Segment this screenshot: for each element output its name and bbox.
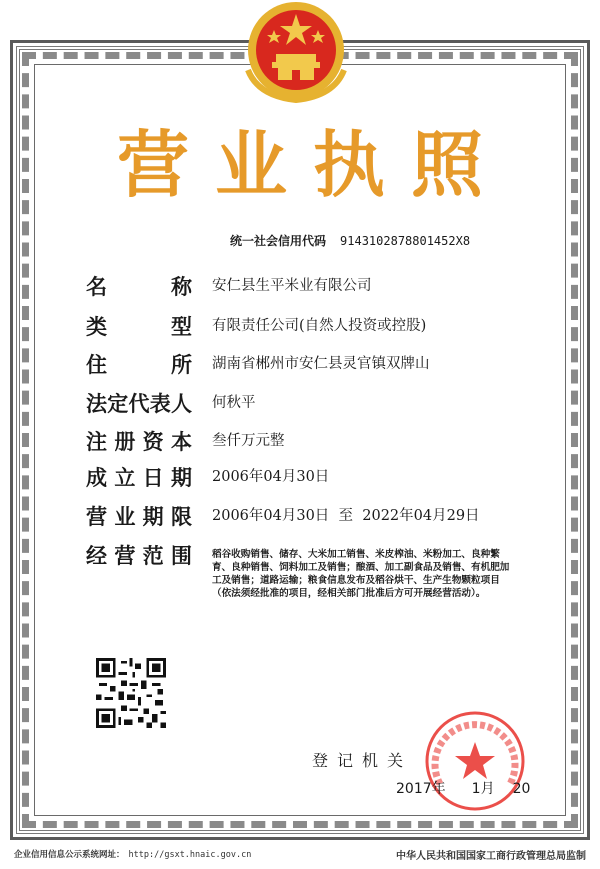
- field-label: 营 业 期 限: [86, 505, 192, 529]
- field-label: 住 所: [86, 353, 192, 377]
- company-name: 安仁县生平米业有限公司: [212, 278, 372, 294]
- legal-representative: 何秋平: [212, 395, 256, 411]
- issue-month: 1: [471, 781, 481, 797]
- issue-year: 2017: [396, 781, 432, 797]
- company-address: 湖南省郴州市安仁县灵官镇双牌山: [212, 356, 430, 372]
- field-label: 名 称: [86, 275, 192, 299]
- issue-date: [396, 778, 530, 798]
- credit-code: [230, 232, 470, 249]
- footer-website-label: 企业信用信息公示系统网址：: [14, 850, 125, 860]
- footer-website: [14, 848, 251, 860]
- qr-code-icon: [96, 658, 166, 728]
- business-term: 2006年04月30日 至 2022年04月29日: [212, 508, 480, 524]
- year-suffix: 年: [431, 781, 446, 797]
- company-type: 有限责任公司(自然人投资或控股): [212, 318, 427, 334]
- issue-day: 20: [512, 781, 531, 797]
- field-label: 经 营 范 围: [86, 544, 192, 568]
- field-label: 法 定 代 表 人: [86, 392, 192, 416]
- business-scope: 稻谷收购销售、储存、大米加工销售、米皮榨油、米粉加工、良种繁育、良种销售、饲料加工及销售；酿酒、加工副食品及销售、有机肥加工及销售；道路运输；粮食信息发布及稻谷烘干、生产生物颗粒项目（依法须经批准的项目，经相关部门批准后方可开展经营活动）。: [212, 549, 510, 599]
- national-emblem-icon: [238, 0, 354, 106]
- credit-code-label: 统一社会信用代码: [230, 234, 327, 248]
- credit-code-value: 9143102878801452X8: [340, 234, 471, 248]
- field-label: 成 立 日 期: [86, 466, 192, 490]
- registration-authority: 登记机关: [312, 751, 413, 770]
- month-suffix: 月: [480, 781, 495, 797]
- established-date: 2006年04月30日: [212, 469, 330, 485]
- footer-website-url: http://gsxt.hnaic.gov.cn: [128, 850, 252, 860]
- field-label: 注 册 资 本: [86, 430, 192, 454]
- registered-capital: 叁仟万元整: [212, 433, 285, 449]
- document-title: 营业执照: [116, 123, 509, 207]
- field-label: 类 型: [86, 315, 192, 339]
- official-seal-icon: [420, 706, 530, 816]
- footer-supervisor: 中华人民共和国国家工商行政管理总局监制: [396, 851, 586, 862]
